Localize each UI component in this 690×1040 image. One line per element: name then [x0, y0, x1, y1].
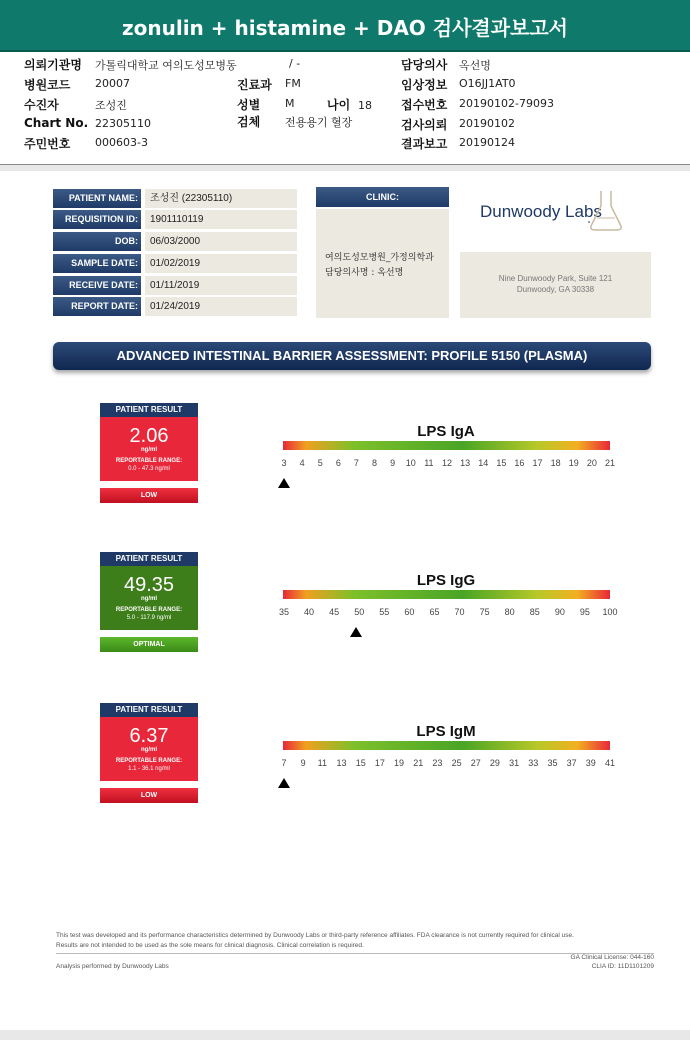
axis-tick-label: 90: [554, 607, 565, 617]
gauge-bar: [283, 590, 610, 599]
axis-tick-label: 17: [532, 458, 543, 468]
divider-band: [0, 165, 690, 171]
axis-tick-label: 15: [355, 758, 366, 768]
axis-tick-label: 39: [585, 758, 596, 768]
axis-tick-label: 65: [429, 607, 440, 617]
header-label: 주민번호: [24, 137, 71, 151]
header-label: 진료과: [237, 78, 272, 92]
performed-by: Analysis performed by Dunwoody Labs: [56, 963, 169, 970]
axis-tick-label: 11: [424, 458, 434, 468]
axis-tick-label: 14: [478, 458, 489, 468]
axis-tick-label: 33: [528, 758, 539, 768]
clinic-name: 여의도성모병원_가정의학과: [325, 253, 434, 263]
axis-tick-label: 50: [354, 607, 365, 617]
gauge-title: LPS IgG: [416, 572, 476, 589]
reportable-range-value: 5.0 - 117.9 ng/ml: [126, 615, 172, 621]
patient-name-label: PATIENT NAME:: [53, 189, 141, 208]
sample-date-label: SAMPLE DATE:: [53, 254, 141, 273]
lab-address: [460, 252, 651, 318]
patient-name-value: 조성진 (22305110): [145, 189, 297, 208]
axis-tick-label: 85: [529, 607, 540, 617]
logo-text: Dunwoody Labs: [480, 202, 602, 221]
header-value: 20007: [95, 77, 130, 90]
header-value: 20190102: [459, 117, 515, 130]
axis-tick-label: 16: [514, 458, 525, 468]
bottom-band: [0, 1030, 690, 1040]
axis-tick-label: 29: [489, 758, 500, 768]
axis-tick-label: 19: [394, 758, 405, 768]
axis-tick-label: 40: [304, 607, 315, 617]
header-slash: / -: [289, 57, 301, 70]
reportable-range-label: REPORTABLE RANGE:: [115, 607, 183, 613]
axis-tick-label: 35: [547, 758, 558, 768]
patient-result-header: PATIENT RESULT: [100, 552, 198, 566]
disclaimer-line-1: This test was developed and its performance characteristics determined by Dunwoody Labs or third-party reference affiliates. FDA clearance is not currently required for clinical use.: [56, 932, 574, 939]
result-unit: ng/ml: [141, 596, 157, 602]
axis-tick-label: 70: [454, 607, 465, 617]
axis-tick-label: 21: [604, 458, 615, 468]
axis-tick-label: 13: [336, 758, 347, 768]
gauge-title: LPS IgA: [417, 423, 475, 440]
sample-date-value: 01/02/2019: [145, 254, 297, 273]
axis-tick-label: 55: [379, 607, 390, 617]
gauge-gradient: [283, 741, 610, 750]
header-label: 의뢰기관명: [24, 58, 82, 72]
axis-tick-label: 60: [404, 607, 415, 617]
result-marker: [278, 478, 290, 488]
header-label: 임상정보: [401, 78, 448, 92]
result-value: 49.35: [123, 574, 175, 596]
header-label: 성별: [237, 98, 261, 112]
header-label: 검사의뢰: [401, 118, 448, 132]
header-label: 수진자: [24, 98, 59, 112]
patient-result-header: PATIENT RESULT: [100, 403, 198, 417]
age-value: 18: [358, 99, 373, 112]
gauge-gradient: [283, 441, 610, 450]
header-value: 000603-3: [95, 136, 148, 149]
flask-icon: [588, 188, 624, 234]
dunwoody-logo: [478, 188, 628, 238]
clinical-license: GA Clinical License: 044-160: [570, 954, 654, 961]
report-title: zonulin + histamine + DAO 검사결과보고서: [121, 16, 568, 40]
receive-date-value: 01/11/2019: [145, 276, 297, 295]
clia-id: CLIA ID: 11D1101209: [591, 963, 654, 970]
address-line-2: Dunwoody, GA 30338: [516, 285, 595, 294]
axis-tick-label: 3: [281, 458, 287, 468]
header-label: 결과보고: [401, 137, 448, 151]
header-value: 20190102-79093: [459, 97, 554, 110]
axis-tick-label: 25: [451, 758, 462, 768]
receive-date-label: RECEIVE DATE:: [53, 276, 141, 295]
result-value: 6.37: [129, 725, 169, 747]
reportable-range-value: 0.0 - 47.3 ng/ml: [128, 466, 170, 472]
result-unit: ng/ml: [141, 747, 157, 753]
reportable-range-label: REPORTABLE RANGE:: [115, 458, 183, 464]
result-box: [100, 566, 198, 630]
clinic-box: [316, 209, 449, 318]
axis-tick-label: 15: [496, 458, 507, 468]
header-value: 조성진: [95, 99, 127, 112]
axis-tick-label: 20: [586, 458, 597, 468]
report-title-bar: [0, 0, 690, 52]
axis-tick-label: 100: [602, 607, 618, 617]
footer-divider: [56, 953, 654, 954]
header-label: 접수번호: [401, 98, 448, 112]
axis-tick-label: 31: [509, 758, 520, 768]
axis-tick-label: 37: [566, 758, 577, 768]
axis-tick-label: 75: [479, 607, 490, 617]
axis-tick-label: 12: [441, 458, 452, 468]
requisition-id-label: REQUISITION ID:: [53, 210, 141, 229]
axis-tick-label: 80: [504, 607, 515, 617]
header-label: Chart No.: [24, 116, 89, 130]
axis-tick-label: 7: [281, 758, 287, 768]
axis-tick-label: 5: [317, 458, 323, 468]
axis-tick-label: 10: [405, 458, 416, 468]
dob-label: DOB:: [53, 232, 141, 251]
axis-tick-label: 9: [300, 758, 306, 768]
report-date-value: 01/24/2019: [145, 297, 297, 316]
axis-tick-label: 13: [460, 458, 471, 468]
gauge-bar: [283, 741, 610, 750]
result-status: LOW: [100, 488, 198, 503]
header-value: 가톨릭대학교 여의도성모병동: [95, 59, 237, 72]
result-status: LOW: [100, 788, 198, 803]
axis-tick-label: 11: [317, 758, 328, 768]
header-value: 22305110: [95, 117, 151, 130]
disclaimer-line-2: Results are not intended to be used as the sole means for clinical diagnosis. Clinical correlation is required.: [56, 942, 364, 949]
axis-tick-label: 6: [335, 458, 341, 468]
axis-tick-label: 35: [278, 607, 289, 617]
result-box: [100, 717, 198, 781]
axis-tick-label: 18: [550, 458, 561, 468]
reportable-range-value: 1.1 - 36.1 ng/ml: [128, 766, 170, 772]
header-value: 옥선명: [459, 59, 491, 72]
clinic-doctor: 담당의사명 : 옥선명: [325, 268, 404, 278]
axis-tick-label: 27: [470, 758, 481, 768]
result-value: 2.06: [129, 425, 169, 447]
result-status: OPTIMAL: [100, 637, 198, 652]
gauge-gradient: [283, 590, 610, 599]
header-label: 검체: [237, 115, 261, 129]
axis-tick-label: 21: [413, 758, 424, 768]
header-label: 담당의사: [401, 58, 448, 72]
header-value: 20190124: [459, 136, 515, 149]
axis-tick-label: 23: [432, 758, 443, 768]
axis-tick-label: 7: [353, 458, 359, 468]
header-value: M: [285, 97, 295, 110]
dob-value: 06/03/2000: [145, 232, 297, 251]
report-date-label: REPORT DATE:: [53, 297, 141, 316]
axis-tick-label: 17: [374, 758, 385, 768]
age-label: 나이: [327, 98, 351, 112]
result-marker: [350, 627, 362, 637]
axis-tick-label: 9: [390, 458, 396, 468]
axis-tick-label: 41: [604, 758, 615, 768]
axis-tick-label: 95: [579, 607, 590, 617]
gauge-bar: [283, 441, 610, 450]
header-age: [327, 96, 372, 113]
axis-tick-label: 19: [568, 458, 579, 468]
address-line-1: Nine Dunwoody Park, Suite 121: [498, 274, 613, 283]
reportable-range-label: REPORTABLE RANGE:: [115, 758, 183, 764]
result-box: [100, 417, 198, 481]
header-value: O16JJ1AT0: [459, 77, 516, 90]
assessment-banner: ADVANCED INTESTINAL BARRIER ASSESSMENT: PROFILE 5150 (PLASMA): [53, 342, 651, 370]
header-value: FM: [285, 77, 301, 90]
clinic-label: CLINIC:: [316, 187, 449, 207]
axis-tick-label: 45: [329, 607, 340, 617]
patient-result-header: PATIENT RESULT: [100, 703, 198, 717]
axis-tick-label: 8: [372, 458, 378, 468]
gauge-title: LPS IgM: [416, 723, 476, 740]
header-value: 전용용기 혈장: [285, 116, 353, 129]
result-marker: [278, 778, 290, 788]
axis-tick-label: 4: [299, 458, 305, 468]
header-label: 병원코드: [24, 78, 71, 92]
requisition-id-value: 1901110119: [145, 210, 297, 229]
result-unit: ng/ml: [141, 447, 157, 453]
